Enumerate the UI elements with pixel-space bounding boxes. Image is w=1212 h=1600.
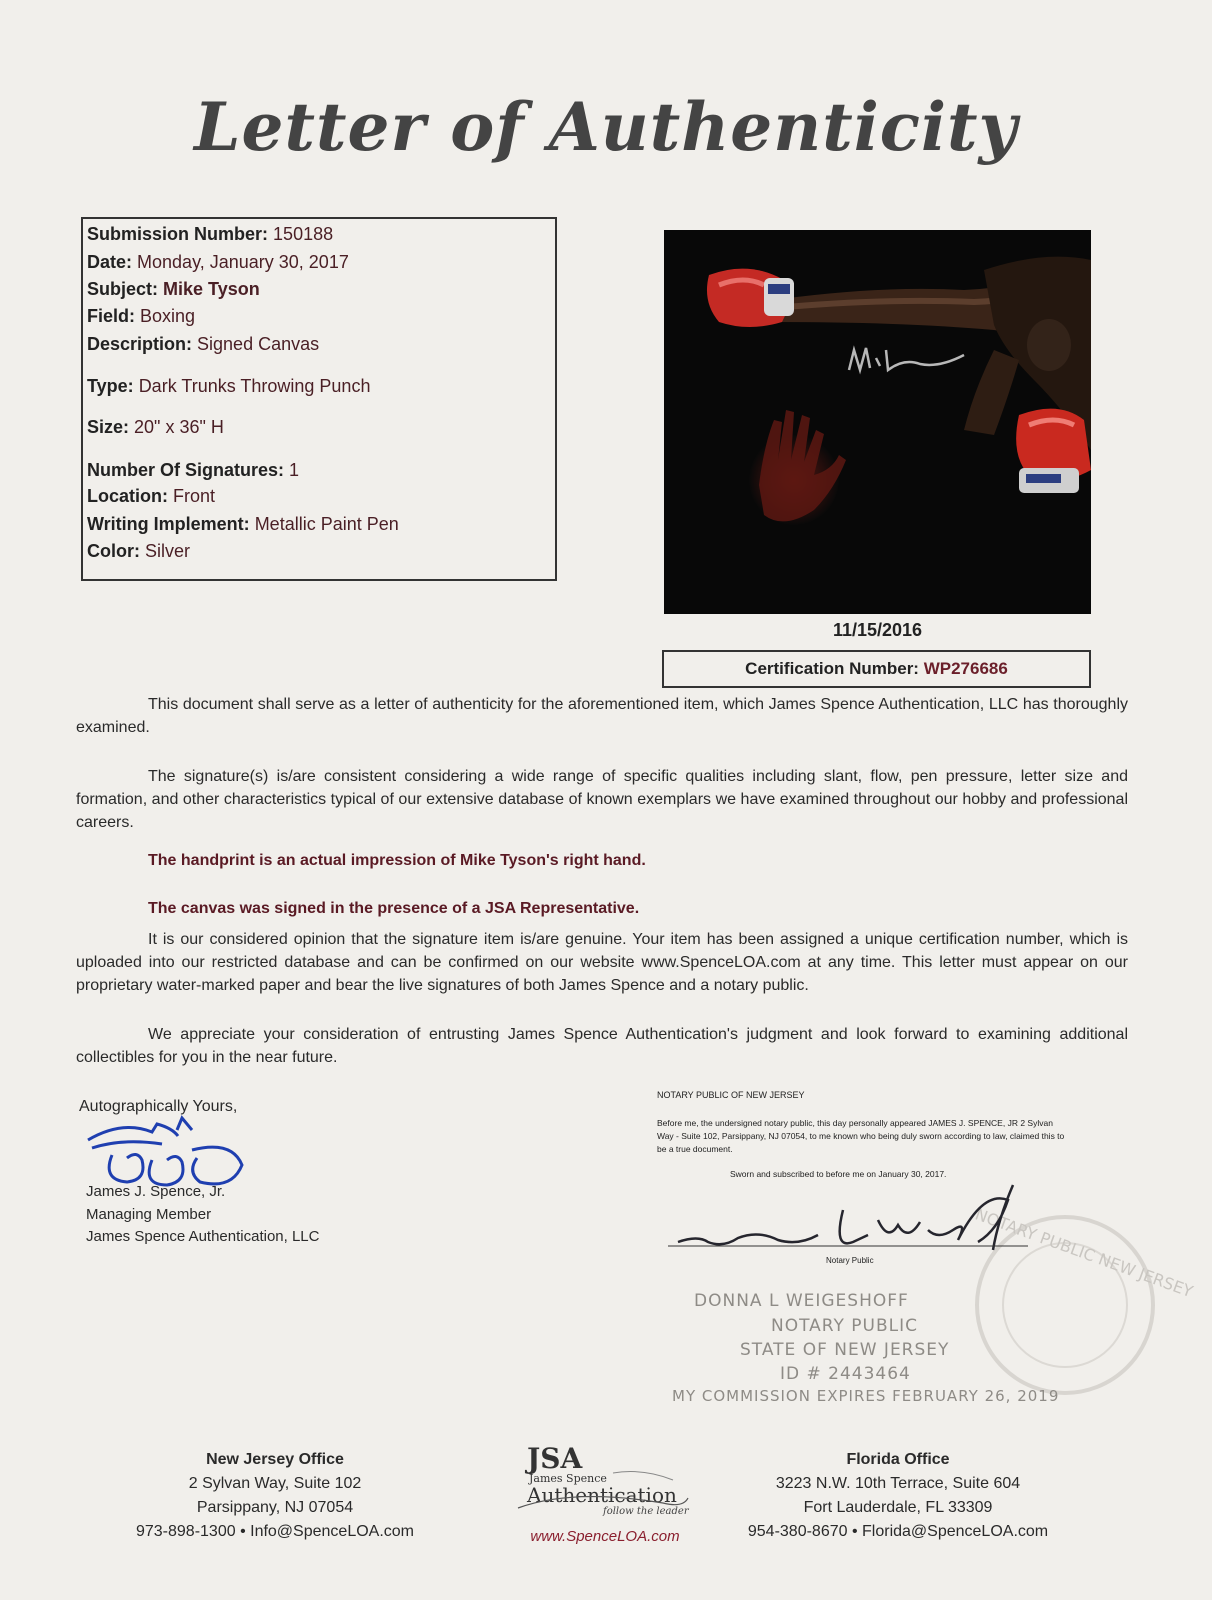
detail-type: Type: Dark Trunks Throwing Punch [87, 376, 371, 396]
detail-number-of-signatures: Number Of Signatures: 1 [87, 460, 300, 480]
certification-value: WP276686 [923, 659, 1008, 678]
signatory-name: James J. Spence, Jr. [86, 1183, 226, 1200]
nj-office-contact: 973-898-1300 • Info@SpenceLOA.com [135, 1523, 414, 1540]
boxer-punch-image [664, 230, 1091, 614]
document-title: Letter of Authenticity [194, 88, 1018, 166]
stamp-state: STATE OF NEW JERSEY [740, 1340, 950, 1360]
detail-submission-number: Submission Number: 150188 [87, 224, 334, 244]
detail-writing-implement: Writing Implement: Metallic Paint Pen [87, 514, 399, 534]
signatory-company: James Spence Authentication, LLC [86, 1228, 320, 1245]
notary-title: NOTARY PUBLIC OF NEW JERSEY [657, 1090, 805, 1100]
nj-office-heading: New Jersey Office [206, 1451, 344, 1468]
notary-sworn-date: Sworn and subscribed to before me on January 30, 2017. [730, 1169, 947, 1179]
body-paragraph-1: This document shall serve as a letter of authenticity for the aforementioned item, which James Spence Authentication, LLC has thoroughly examined. [76, 696, 1128, 736]
detail-color: Color: Silver [87, 541, 191, 561]
notary-public-label: Notary Public [826, 1256, 874, 1265]
item-details-box [81, 217, 557, 581]
jsa-logo-name: James Spence [529, 1472, 607, 1485]
signatory-role: Managing Member [86, 1206, 212, 1223]
body-paragraph-2: The signature(s) is/are consistent considering a wide range of specific qualities including slant, flow, pen pressure, letter size and formation, and other characteristics typical of our extensive database of known exemplars we have examined throughout our hobby and professional careers. [76, 768, 1128, 831]
jsa-logo-swoosh [513, 1468, 693, 1518]
closing-salutation: Autographically Yours, [79, 1098, 238, 1115]
jsa-logo-letters: JSA [527, 1442, 583, 1475]
jsa-logo-authentication: Authentication [527, 1483, 677, 1507]
detail-subject: Subject: Mike Tyson [87, 279, 260, 299]
stamp-commission: MY COMMISSION EXPIRES FEBRUARY 26, 2019 [672, 1387, 1060, 1405]
body-paragraph-3: It is our considered opinion that the signature item is/are genuine. Your item has been assigned a unique certification number, which is uploaded into our restricted database and can be confirmed on our website www.SpenceLOA.com at any time. This letter must appear on our proprietary water-marked paper and bear the live signatures of both James Spence and a notary public. [76, 931, 1128, 994]
stamp-name: DONNA L WEIGESHOFF [694, 1291, 909, 1311]
detail-location: Location: Front [87, 486, 216, 506]
detail-description: Description: Signed Canvas [87, 334, 320, 354]
notary-signature [668, 1180, 1038, 1265]
representative-statement: The canvas was signed in the presence of a JSA Representative. [148, 900, 640, 917]
notary-statement: Before me, the undersigned notary public, this day personally appeared JAMES J. SPENCE, JR 2 Sylvan Way - Suite 102, Parsippany, NJ 07054, to me known who being duly sworn according to law, claimed this to be a true document. [657, 1118, 1065, 1154]
seal-text: NOTARY PUBLIC NEW JERSEY [972, 1204, 1196, 1302]
handprint-statement: The handprint is an actual impression of Mike Tyson's right hand. [148, 852, 646, 869]
jsa-logo [505, 1440, 705, 1525]
certification-label: Certification Number: [745, 659, 919, 678]
stamp-id: ID # 2443464 [780, 1364, 911, 1384]
fl-office-contact: 954-380-8670 • Florida@SpenceLOA.com [747, 1523, 1049, 1540]
detail-date: Date: Monday, January 30, 2017 [87, 252, 349, 272]
nj-office [130, 1448, 420, 1544]
nj-office-city: Parsippany, NJ 07054 [196, 1499, 354, 1516]
stamp-notary-public: NOTARY PUBLIC [771, 1316, 919, 1336]
fl-office [728, 1448, 1068, 1544]
detail-size: Size: 20" x 36" H [87, 417, 224, 437]
fl-office-city: Fort Lauderdale, FL 33309 [803, 1499, 993, 1516]
spence-signature [82, 1110, 252, 1190]
jsa-logo-tagline: follow the leader [603, 1506, 689, 1517]
nj-office-address: 2 Sylvan Way, Suite 102 [188, 1475, 362, 1492]
body-paragraph-4: We appreciate your consideration of entrusting James Spence Authentication's judgment and look forward to examining additional collectibles for you in the near future. [76, 1026, 1128, 1066]
item-photo [664, 230, 1091, 614]
jsa-website: www.SpenceLOA.com [530, 1528, 680, 1545]
detail-field: Field: Boxing [87, 306, 196, 326]
fl-office-heading: Florida Office [846, 1451, 950, 1468]
fl-office-address: 3223 N.W. 10th Terrace, Suite 604 [775, 1475, 1021, 1492]
certification-number-box [662, 650, 1091, 688]
photo-date: 11/15/2016 [832, 620, 923, 640]
